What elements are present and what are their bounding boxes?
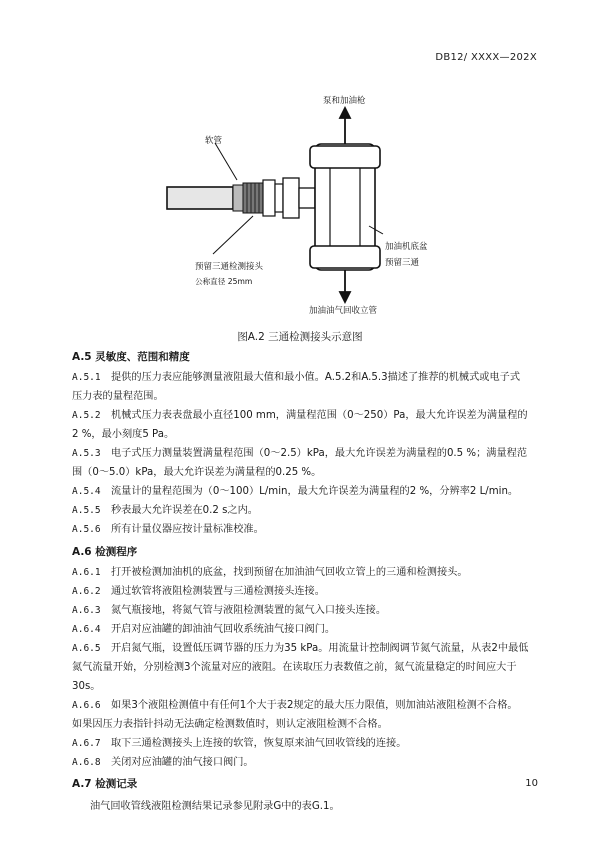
clause-text: 流量计的量程范围为（0～100）L/min，最大允许误差为满量程的2 %，分辨率2 L/min。 (111, 486, 519, 497)
clause-a62 (72, 582, 542, 601)
clause-text: 氮气瓶接地，将氮气管与液阻检测装置的氮气入口接头连接。 (111, 605, 387, 616)
clause-a63 (72, 601, 542, 620)
clause-a53 (72, 444, 542, 482)
clause-text: 开启氮气瓶，设置低压调节器的压力为35 kPa。用流量计控制阀调节氮气流量，从表2中最低 (111, 643, 529, 654)
document-header: DB12/ XXXX—202X (435, 52, 537, 63)
clause-number: A.6.1 (72, 567, 101, 578)
clause-a61 (72, 563, 542, 582)
clause-number: A.6.5 (72, 643, 101, 654)
clause-text: 开启对应油罐的卸油油气回收系统油气接口阀门。 (111, 624, 336, 635)
section-title: A.6 检测程序 (72, 546, 138, 558)
clause-text-cont2: 30s。 (72, 681, 101, 692)
clause-number: A.6.2 (72, 586, 101, 597)
clause-text-cont: 氮气流量开始，分别检测3个流量对应的液阻。在读取压力表数值之前，氮气流量稳定的时间应大于 (72, 662, 517, 673)
clause-a52 (72, 406, 542, 444)
clause-number: A.6.4 (72, 624, 101, 635)
clause-text: 电子式压力测量装置满量程范围（0～2.5）kPa，最大允许误差为满量程的0.5 %；满量程范 (111, 448, 528, 459)
figure-caption: 图A.2 三通检测接头示意图 (237, 331, 363, 343)
base-label: 加油机底盆 (385, 242, 428, 252)
clause-text: 机械式压力表表盘最小直径100 mm，满量程范围（0～250）Pa，最大允许误差为满量程的 (111, 410, 528, 421)
clause-text-cont: 2 %，最小刻度5 Pa。 (72, 429, 175, 440)
hose-shape (167, 187, 233, 209)
clause-text: 通过软管将液阻检测装置与三通检测接头连接。 (111, 586, 325, 597)
clause-a64 (72, 620, 542, 639)
clause-text: 所有计量仪器应按计量标准校准。 (111, 524, 264, 535)
page-number: 10 (525, 778, 538, 789)
tee-pipe (310, 144, 380, 270)
clause-text-cont: 压力表的量程范围。 (72, 391, 164, 402)
clause-number: A.5.6 (72, 524, 101, 535)
clause-text: 关闭对应油罐的油气接口阀门。 (111, 757, 254, 768)
clause-number: A.6.6 (72, 700, 101, 711)
clause-a66 (72, 696, 542, 734)
tee-label: 预留三通 (385, 258, 420, 268)
clause-a54 (72, 482, 542, 501)
pump-label: 泵和加油枪 (323, 96, 366, 106)
clause-text: 秒表最大允许误差在0.2 s之内。 (111, 505, 258, 516)
hose-label: 软管 (205, 136, 223, 146)
clause-a51 (72, 368, 542, 406)
section-title: A.7 检测记录 (72, 778, 138, 790)
clause-number: A.5.3 (72, 448, 101, 459)
clause-a68 (72, 753, 542, 772)
threaded-connector (233, 178, 315, 218)
up-arrow-icon (340, 108, 350, 144)
clause-a67 (72, 734, 542, 753)
clause-a65 (72, 639, 542, 696)
clause-text: 提供的压力表应能够测量液阻最大值和最小值。A.5.2和A.5.3描述了推荐的机械式或电子式 (111, 372, 521, 383)
clause-number: A.5.4 (72, 486, 101, 497)
clause-number: A.5.5 (72, 505, 101, 516)
riser-label: 加油油气回收立管 (309, 306, 378, 316)
clause-number: A.5.2 (72, 410, 101, 421)
clause-text: 打开被检测加油机的底盆，找到预留在加油油气回收立管上的三通和检测接头。 (111, 567, 468, 578)
clause-text: 如果3个液阻检测值中有任何1个大于表2规定的最大压力限值，则加油站液阻检测不合格。 (111, 700, 518, 711)
clause-number: A.5.1 (72, 372, 101, 383)
clause-number: A.6.7 (72, 738, 101, 749)
reserved-tee-label: 预留三通检测接头 (195, 262, 264, 272)
clause-a55 (72, 501, 542, 520)
nominal-diameter-label: 公称直径 25mm (195, 277, 253, 286)
clause-text-cont: 围（0～5.0）kPa，最大允许误差为满量程的0.25 %。 (72, 467, 322, 478)
record-paragraph: 油气回收管线液阻检测结果记录参见附录G中的表G.1。 (90, 801, 340, 812)
clause-number: A.6.3 (72, 605, 101, 616)
clause-text-cont: 如果因压力表指针抖动无法确定检测数值时，则认定液阻检测不合格。 (72, 719, 388, 730)
clause-a56 (72, 520, 542, 539)
clause-text: 取下三通检测接头上连接的软管，恢复原来油气回收管线的连接。 (111, 738, 407, 749)
clause-number: A.6.8 (72, 757, 101, 768)
down-arrow-icon (340, 270, 350, 302)
section-title: A.5 灵敏度、范围和精度 (72, 351, 190, 363)
tee-connector-figure (165, 88, 428, 318)
